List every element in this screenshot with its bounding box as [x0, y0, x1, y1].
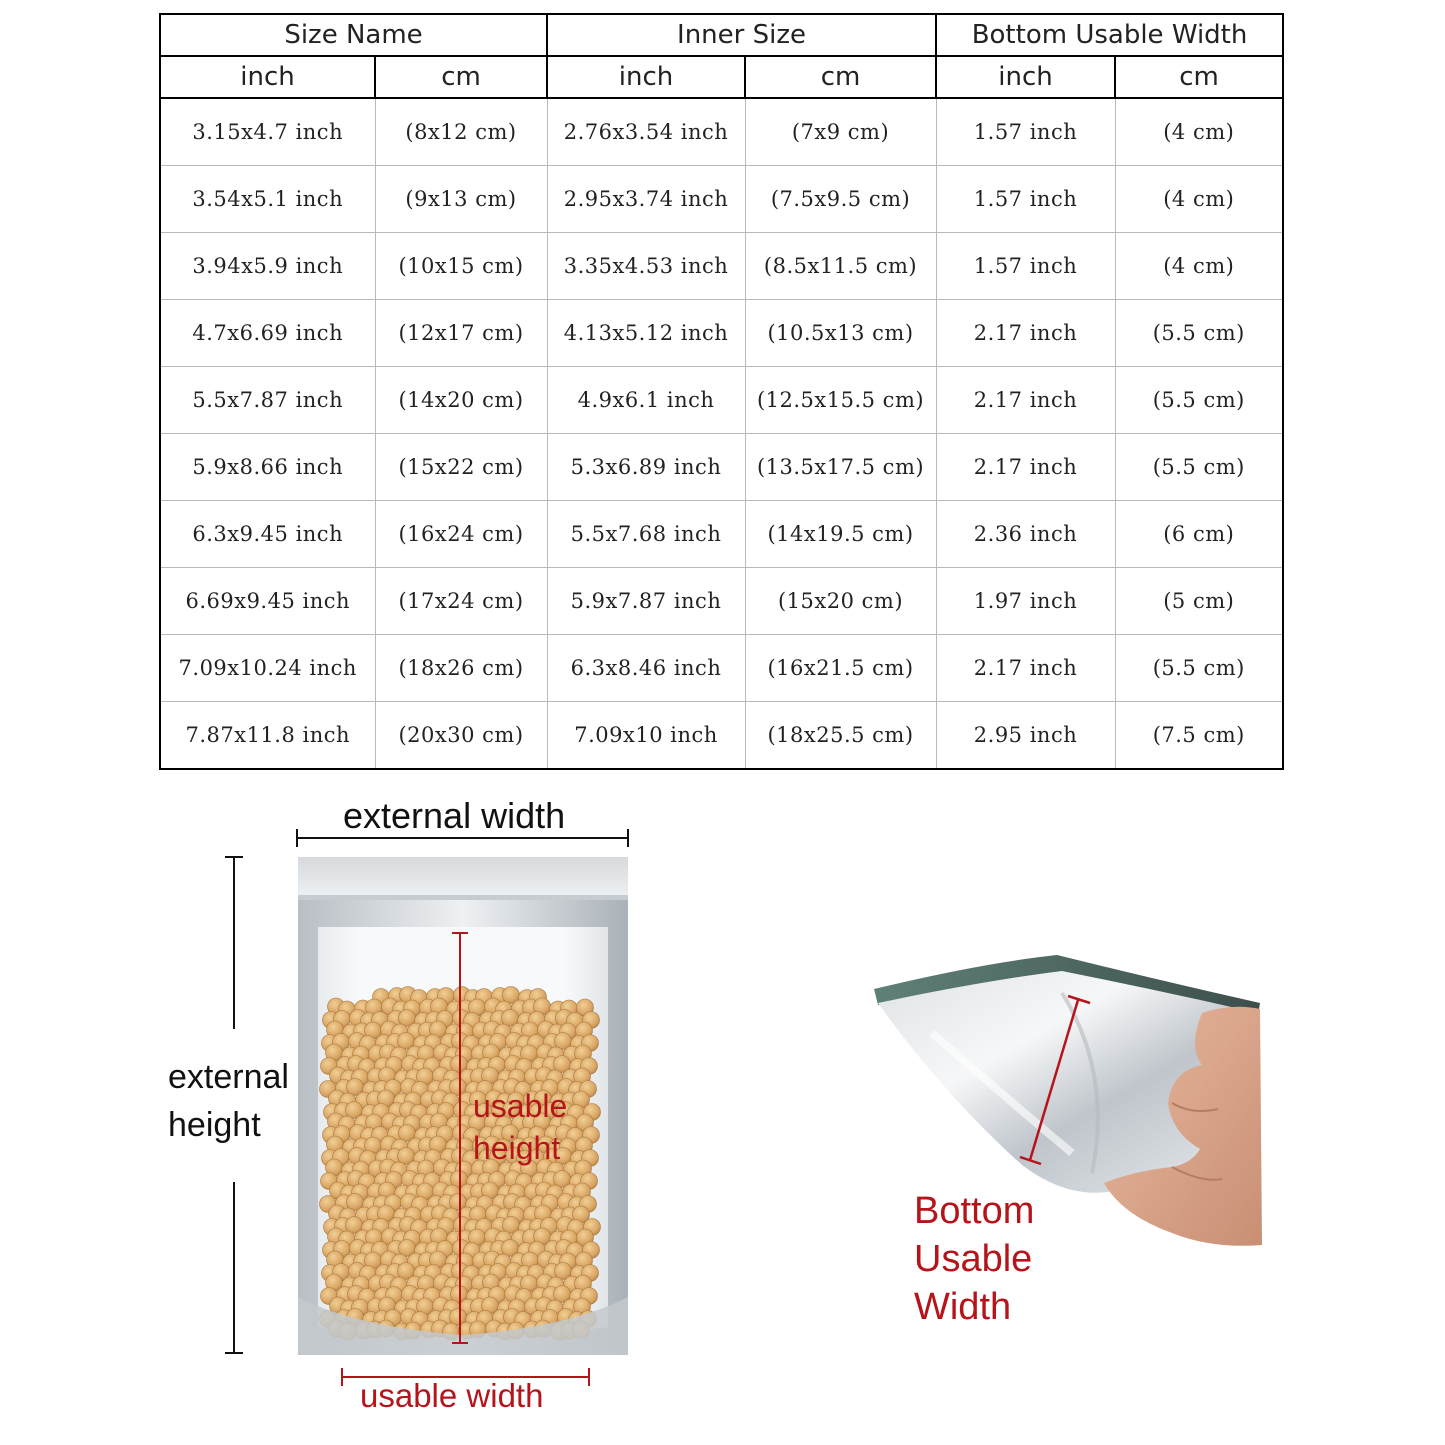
table-cell: (6 cm) [1115, 501, 1283, 568]
table-cell: 5.5x7.87 inch [160, 367, 375, 434]
table-cell: 5.3x6.89 inch [547, 434, 745, 501]
usable-height-tick-bottom [452, 1342, 468, 1344]
table-cell: 7.09x10.24 inch [160, 635, 375, 702]
table-cell: 1.57 inch [936, 166, 1115, 233]
table-cell: 1.57 inch [936, 98, 1115, 166]
table-cell: 7.87x11.8 inch [160, 702, 375, 770]
table-cell: 1.97 inch [936, 568, 1115, 635]
table-body [160, 98, 1283, 769]
usable-width-label: usable width [360, 1377, 544, 1414]
unit-header: cm [375, 56, 547, 98]
table-row [160, 568, 1283, 635]
table-cell: 3.35x4.53 inch [547, 233, 745, 300]
unit-header: cm [1115, 56, 1283, 98]
header-inner-size: Inner Size [547, 14, 936, 56]
table-row [160, 501, 1283, 568]
bottom-usable-width-label-line3: Width [914, 1286, 1012, 1328]
usable-width-tick-right [588, 1368, 590, 1386]
table-row [160, 635, 1283, 702]
table-cell: (17x24 cm) [375, 568, 547, 635]
table-cell: (4 cm) [1115, 166, 1283, 233]
table-row [160, 367, 1283, 434]
table-cell: (5.5 cm) [1115, 367, 1283, 434]
table-cell: 7.09x10 inch [547, 702, 745, 770]
usable-height-label-line2: height [473, 1130, 561, 1166]
unit-header: cm [745, 56, 936, 98]
external-height-line-bottom [233, 1182, 235, 1352]
table-cell: 2.36 inch [936, 501, 1115, 568]
table-cell: 3.54x5.1 inch [160, 166, 375, 233]
table-cell: (16x21.5 cm) [745, 635, 936, 702]
unit-header: inch [936, 56, 1115, 98]
size-table [159, 13, 1284, 770]
table-cell: (14x19.5 cm) [745, 501, 936, 568]
table-cell: 2.17 inch [936, 300, 1115, 367]
table-cell: 2.76x3.54 inch [547, 98, 745, 166]
table-cell: 4.13x5.12 inch [547, 300, 745, 367]
table-cell: 6.3x9.45 inch [160, 501, 375, 568]
table-cell: (5 cm) [1115, 568, 1283, 635]
table-cell: (4 cm) [1115, 98, 1283, 166]
table-cell: (13.5x17.5 cm) [745, 434, 936, 501]
external-width-line [297, 837, 629, 839]
table-cell: 4.7x6.69 inch [160, 300, 375, 367]
unit-header: inch [547, 56, 745, 98]
table-cell: 1.57 inch [936, 233, 1115, 300]
usable-width-tick-left [341, 1368, 343, 1386]
table-cell: (9x13 cm) [375, 166, 547, 233]
header-bottom-usable-width: Bottom Usable Width [936, 14, 1283, 56]
usable-height-label-line1: usable [473, 1088, 568, 1124]
table-cell: (15x20 cm) [745, 568, 936, 635]
table-cell: (20x30 cm) [375, 702, 547, 770]
header-size-name: Size Name [160, 14, 547, 56]
table-cell: (5.5 cm) [1115, 635, 1283, 702]
table-cell: 3.94x5.9 inch [160, 233, 375, 300]
table-cell: (12.5x15.5 cm) [745, 367, 936, 434]
table-cell: 6.3x8.46 inch [547, 635, 745, 702]
external-height-label-line2: height [168, 1106, 261, 1144]
table-row [160, 233, 1283, 300]
table-cell: 2.95 inch [936, 702, 1115, 770]
table-row [160, 434, 1283, 501]
table-cell: (8x12 cm) [375, 98, 547, 166]
table-cell: 5.5x7.68 inch [547, 501, 745, 568]
table-cell: (16x24 cm) [375, 501, 547, 568]
unit-header: inch [160, 56, 375, 98]
group-header-row [160, 14, 1283, 56]
bottom-usable-width-label-line2: Usable [914, 1238, 1033, 1280]
table-cell: (7.5x9.5 cm) [745, 166, 936, 233]
table-cell: 2.17 inch [936, 635, 1115, 702]
table-row [160, 300, 1283, 367]
table-cell: (18x26 cm) [375, 635, 547, 702]
usable-height-tick-top [452, 932, 468, 934]
external-width-label: external width [343, 795, 566, 836]
table-cell: (18x25.5 cm) [745, 702, 936, 770]
table-cell: (7.5 cm) [1115, 702, 1283, 770]
table-cell: 4.9x6.1 inch [547, 367, 745, 434]
table-cell: 3.15x4.7 inch [160, 98, 375, 166]
bottom-usable-width-label-line1: Bottom [914, 1190, 1035, 1232]
table-cell: (5.5 cm) [1115, 300, 1283, 367]
table-cell: (10x15 cm) [375, 233, 547, 300]
external-height-tick-bottom [225, 1352, 243, 1354]
external-width-tick-left [296, 829, 298, 847]
table-cell: (10.5x13 cm) [745, 300, 936, 367]
table-cell: 5.9x7.87 inch [547, 568, 745, 635]
table-cell: 2.17 inch [936, 434, 1115, 501]
external-height-label-line1: external [168, 1058, 289, 1096]
bottom-usable-width-marker [1010, 990, 1110, 1175]
external-height-line-top [233, 857, 235, 1029]
table-row [160, 702, 1283, 770]
table-cell: (7x9 cm) [745, 98, 936, 166]
table-cell: 5.9x8.66 inch [160, 434, 375, 501]
table-cell: (15x22 cm) [375, 434, 547, 501]
table-cell: 6.69x9.45 inch [160, 568, 375, 635]
table-cell: (4 cm) [1115, 233, 1283, 300]
table-cell: 2.17 inch [936, 367, 1115, 434]
table-cell: (12x17 cm) [375, 300, 547, 367]
external-width-tick-right [627, 829, 629, 847]
table-cell: (14x20 cm) [375, 367, 547, 434]
table-cell: (5.5 cm) [1115, 434, 1283, 501]
table-row [160, 98, 1283, 166]
table-cell: 2.95x3.74 inch [547, 166, 745, 233]
usable-height-line [459, 933, 461, 1343]
table-cell: (8.5x11.5 cm) [745, 233, 936, 300]
unit-header-row [160, 56, 1283, 98]
table-row [160, 166, 1283, 233]
